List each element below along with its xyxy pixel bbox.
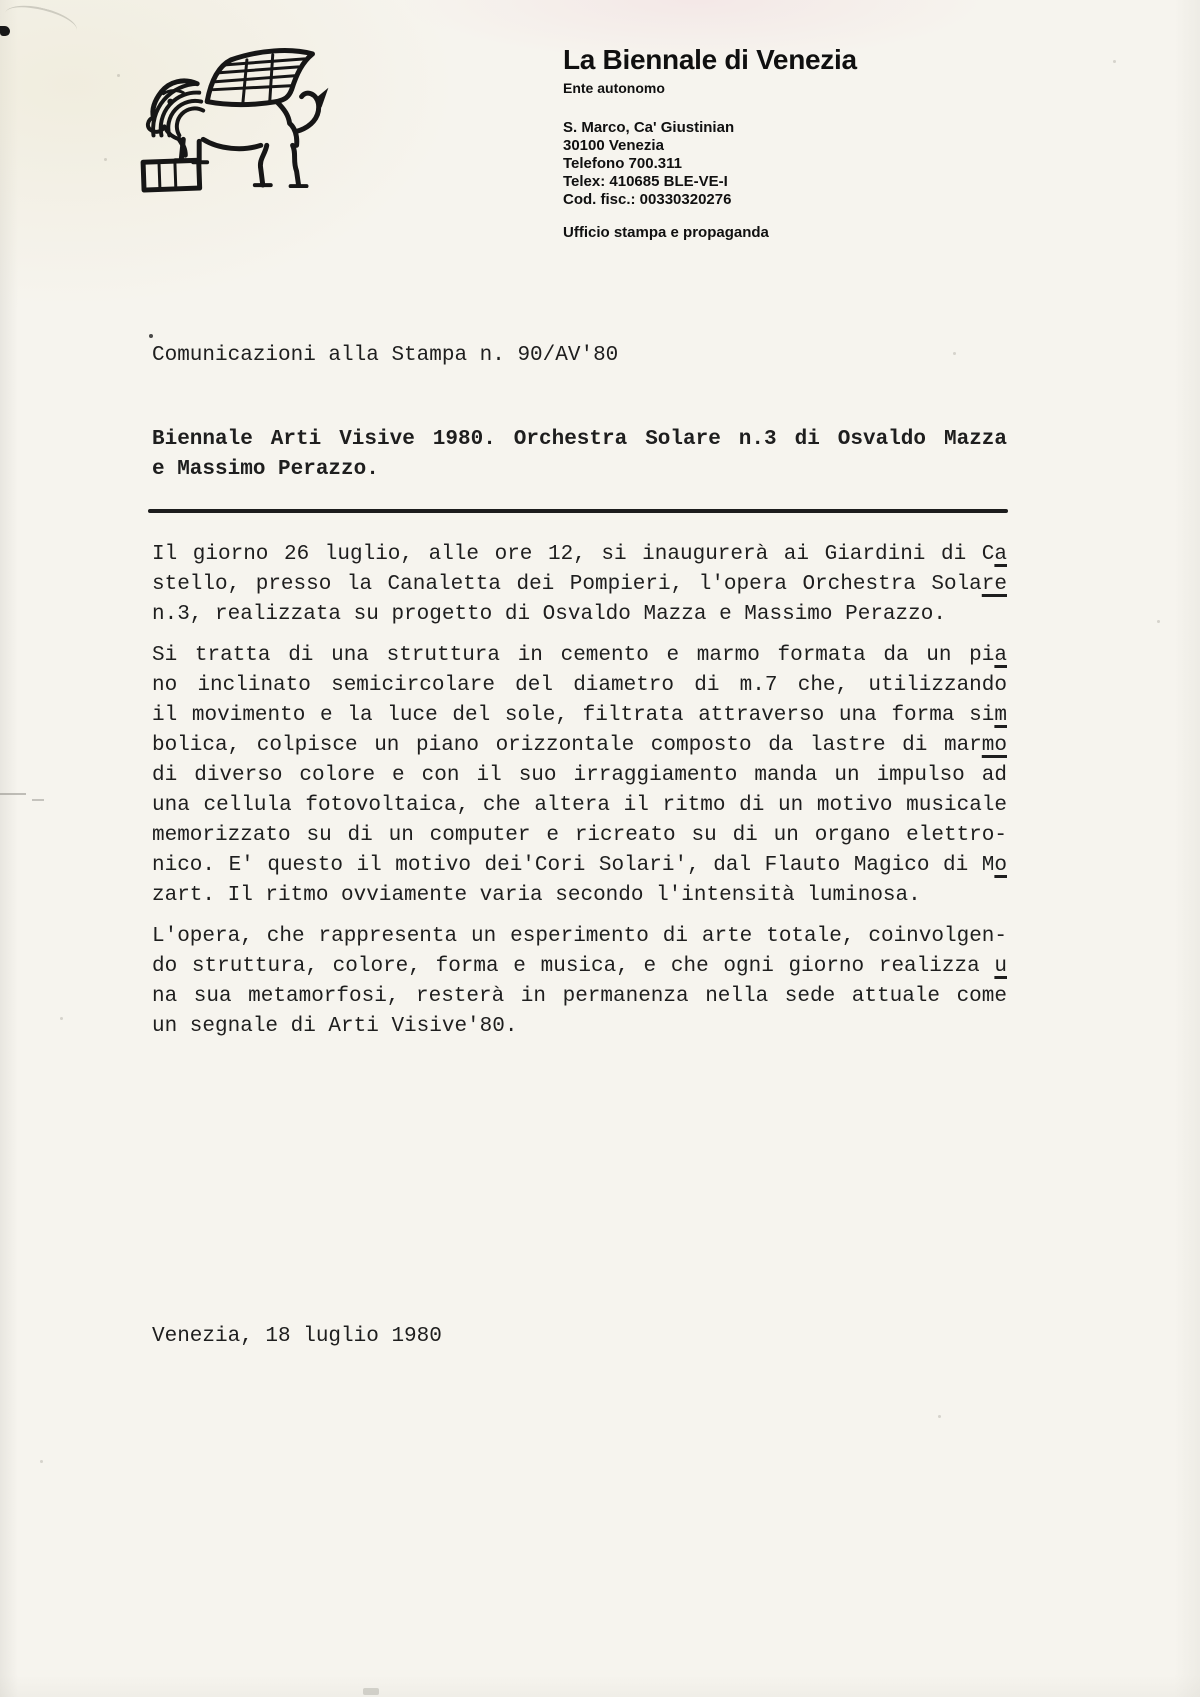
- scan-speck: [1157, 620, 1160, 623]
- typewritten-line: n.3, realizzata su progetto di Osvaldo Mazza e Massimo Perazzo.: [152, 603, 946, 626]
- press-release-title: [152, 425, 1007, 485]
- press-reference: Comunicazioni alla Stampa n. 90/AV'80: [152, 344, 619, 367]
- letter-body: [152, 540, 1007, 1042]
- address-line: Cod. fisc.: 00330320276: [563, 191, 732, 208]
- scan-speck: [60, 1017, 63, 1020]
- typewritten-line: zart. Il ritmo ovviamente varia secondo l'intensità luminosa.: [152, 884, 921, 907]
- typewritten-line: bolica, colpisce un piano orizzontale composto da lastre di marmo: [152, 734, 1007, 757]
- scan-margin-dash: [32, 799, 44, 801]
- typewritten-line: Biennale Arti Visive 1980. Orchestra Solare n.3 di Osvaldo Mazza: [152, 428, 1007, 451]
- typewritten-line: do struttura, colore, forma e musica, e che ogni giorno realizza u: [152, 955, 1007, 978]
- address-line: Telefono 700.311: [563, 155, 682, 172]
- typewritten-line: stello, presso la Canaletta dei Pompieri, l'opera Orchestra Solare: [152, 573, 1007, 596]
- typewritten-line: no inclinato semicircolare del diametro di m.7 che, utilizzando: [152, 674, 1007, 697]
- typewritten-line: L'opera, che rappresenta un esperimento di arte totale, coinvolgen-: [152, 925, 1007, 948]
- typewritten-line: na sua metamorfosi, resterà in permanenza nella sede attuale come: [152, 985, 1007, 1008]
- address-line: Telex: 410685 BLE-VE-I: [563, 173, 728, 190]
- org-address: [563, 119, 734, 209]
- scan-ink-mark: [0, 26, 10, 36]
- paragraph: [152, 540, 1007, 630]
- org-name: La Biennale di Venezia: [563, 44, 857, 75]
- scan-margin-dash: [0, 793, 26, 795]
- typewritten-line: nico. E' questo il motivo dei'Cori Solari', dal Flauto Magico di Mo: [152, 854, 1007, 877]
- typewritten-line: una cellula fotovoltaica, che altera il ritmo di un motivo musicale: [152, 794, 1007, 817]
- scan-speck: [1113, 60, 1116, 63]
- horizontal-rule: [148, 509, 1008, 513]
- typewritten-line: memorizzato su di un computer e ricreato su di un organo elettro-: [152, 824, 1007, 847]
- typewritten-line: Il giorno 26 luglio, alle ore 12, si inaugurerà ai Giardini di Ca: [152, 543, 1007, 566]
- org-office: Ufficio stampa e propaganda: [563, 224, 769, 241]
- address-line: 30100 Venezia: [563, 137, 664, 154]
- winged-lion-logo: [127, 40, 333, 197]
- typewritten-line: e Massimo Perazzo.: [152, 458, 379, 481]
- letter-column: [152, 341, 1007, 1352]
- scan-dot: [149, 334, 153, 338]
- org-subtitle: Ente autonomo: [563, 80, 665, 96]
- scan-smudge: [363, 1688, 379, 1695]
- paragraph: [152, 641, 1007, 911]
- scan-speck: [40, 1460, 43, 1463]
- typewritten-line: un segnale di Arti Visive'80.: [152, 1015, 518, 1038]
- typewritten-line: di diverso colore e con il suo irraggiamento manda un impulso ad: [152, 764, 1007, 787]
- address-line: S. Marco, Ca' Giustinian: [563, 119, 735, 136]
- scan-smudge: [2, 0, 81, 45]
- scan-speck: [117, 74, 120, 77]
- paragraph: [152, 922, 1007, 1042]
- scan-speck: [104, 158, 107, 161]
- scan-speck: [938, 1415, 941, 1418]
- typewritten-line: Si tratta di una struttura in cemento e marmo formata da un pia: [152, 644, 1007, 667]
- typewritten-line: il movimento e la luce del sole, filtrata attraverso una forma sim: [152, 704, 1007, 727]
- dateline: Venezia, 18 luglio 1980: [152, 1325, 442, 1348]
